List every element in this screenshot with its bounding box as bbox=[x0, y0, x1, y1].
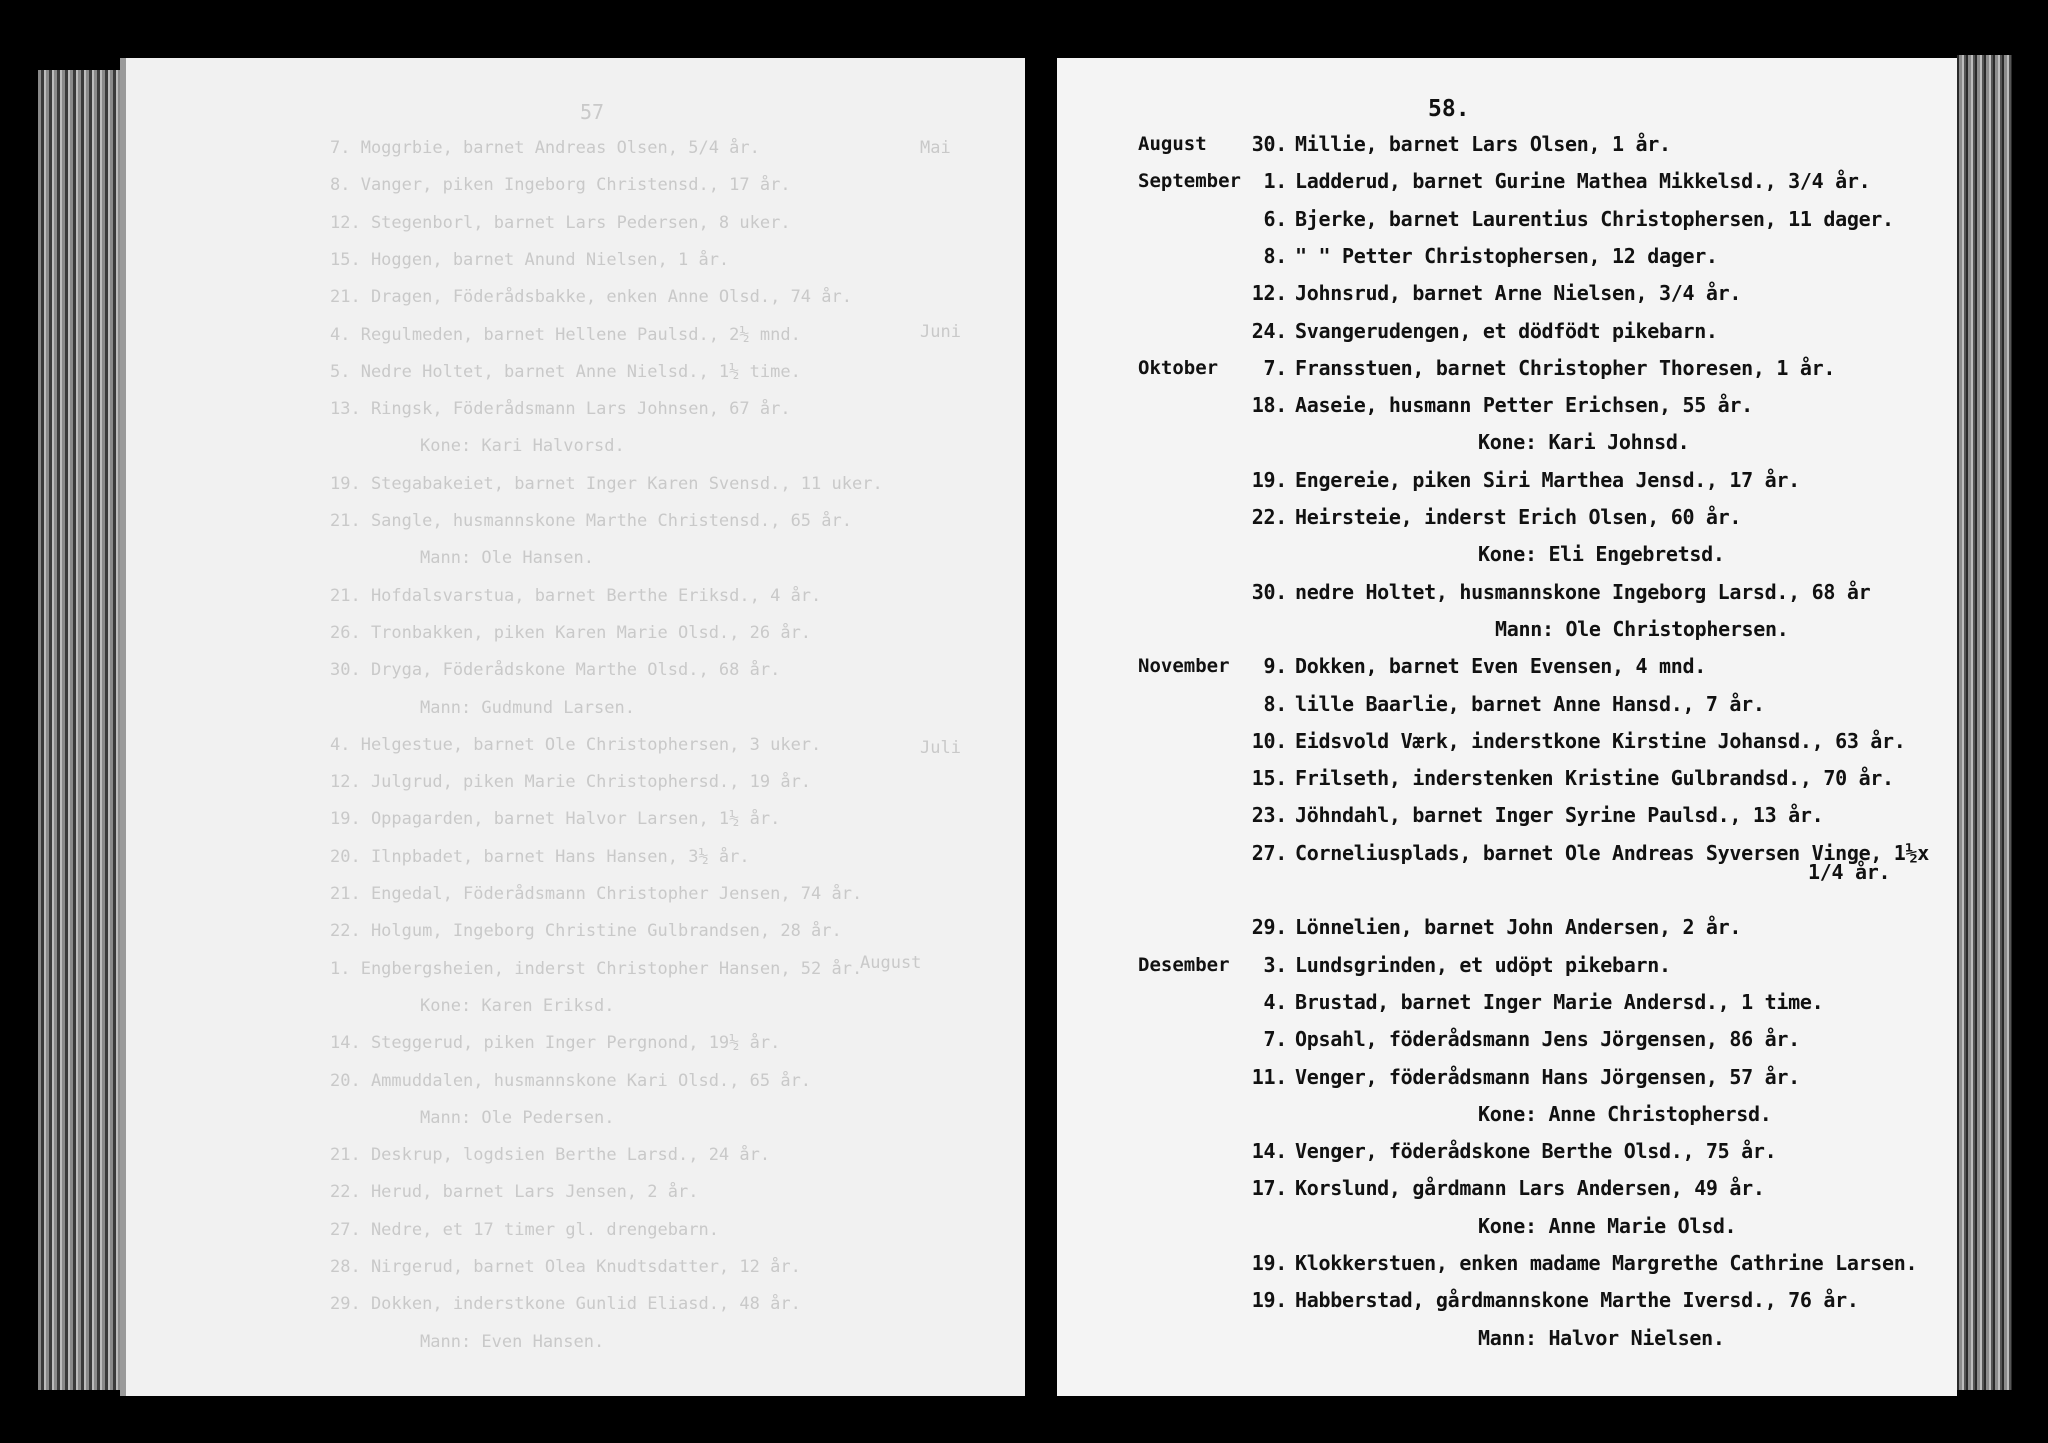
month-label: August bbox=[1138, 133, 1207, 155]
entry-day: 30. bbox=[1251, 579, 1287, 604]
register-entry bbox=[1243, 580, 1870, 604]
bleed-through-line: 28. Nirgerud, barnet Olea Knudtsdatter, 12 år. bbox=[330, 1257, 801, 1277]
entry-day: 29. bbox=[1251, 915, 1287, 940]
entry-day: 12. bbox=[1251, 281, 1287, 306]
entry-day: 3. bbox=[1263, 952, 1287, 977]
entry-day: 15. bbox=[1251, 766, 1287, 791]
entry-text: Mann: Halvor Nielsen. bbox=[1478, 1325, 1725, 1350]
entry-text: Brustad, barnet Inger Marie Andersd., 1 time. bbox=[1295, 989, 1824, 1014]
month-label: November bbox=[1138, 655, 1230, 678]
entry-day: 7. bbox=[1263, 355, 1287, 380]
entry-day: 18. bbox=[1251, 393, 1287, 418]
register-entry bbox=[1243, 1139, 1776, 1163]
register-entry bbox=[1243, 729, 1906, 753]
bleed-through-line: 27. Nedre, et 17 timer gl. drengebarn. bbox=[330, 1219, 719, 1240]
entry-day: 24. bbox=[1251, 318, 1287, 343]
register-entry bbox=[1243, 1288, 1859, 1312]
entry-text: Fransstuen, barnet Christopher Thoresen, 1 år. bbox=[1295, 355, 1836, 380]
entry-text: Johnsrud, barnet Arne Nielsen, 3/4 år. bbox=[1295, 281, 1742, 306]
bleed-through-line: Mann: Ole Hansen. bbox=[420, 548, 594, 569]
register-entry bbox=[1243, 654, 1706, 678]
entry-text: Klokkerstuen, enken madame Margrethe Cathrine Larsen. bbox=[1295, 1251, 1918, 1275]
bleed-through-line: 21. Hofdalsvarstua, barnet Berthe Eriksd., 4 år. bbox=[330, 585, 822, 606]
left-page-number: 57 bbox=[580, 100, 605, 124]
entry-text: Bjerke, barnet Laurentius Christophersen, 11 dager. bbox=[1295, 206, 1894, 231]
bleed-through-line: 22. Herud, barnet Lars Jensen, 2 år. bbox=[330, 1182, 699, 1203]
bleed-through-line: 14. Steggerud, piken Inger Pergnond, 19½ år. bbox=[330, 1033, 781, 1054]
bleed-through-line: 21. Engedal, Föderådsmann Christopher Jensen, 74 år. bbox=[330, 884, 863, 904]
register-entry bbox=[1243, 692, 1765, 716]
bleed-through-line: Mann: Gudmund Larsen. bbox=[420, 697, 635, 718]
register-entry bbox=[1243, 990, 1823, 1014]
left-month-label: Juni bbox=[920, 322, 961, 342]
entry-day: 1. bbox=[1263, 169, 1287, 194]
entry-text: Opsahl, föderådsmann Jens Jörgensen, 86 år. bbox=[1295, 1027, 1800, 1052]
entry-day: 11. bbox=[1251, 1064, 1287, 1089]
page-number: 58. bbox=[1428, 96, 1470, 122]
entry-day: 8. bbox=[1263, 243, 1287, 268]
register-entry bbox=[1243, 803, 1823, 827]
bleed-through-line: 21. Deskrup, logdsien Berthe Larsd., 24 år. bbox=[330, 1145, 771, 1166]
register-entry bbox=[1478, 430, 1689, 454]
entry-text: Venger, föderådsmann Hans Jörgensen, 57 år. bbox=[1295, 1064, 1800, 1089]
entry-day: 14. bbox=[1251, 1139, 1287, 1164]
entry-text: nedre Holtet, husmannskone Ingeborg Larsd., 68 år bbox=[1295, 579, 1871, 604]
register-entry bbox=[1478, 1214, 1736, 1238]
entry-day: 27. bbox=[1251, 840, 1287, 865]
month-label: September bbox=[1138, 170, 1241, 193]
entry-text: Kone: Anne Marie Olsd. bbox=[1478, 1213, 1737, 1238]
register-entry bbox=[1495, 617, 1789, 641]
bleed-through-line: Kone: Karen Eriksd. bbox=[420, 995, 615, 1016]
book-spine bbox=[1025, 40, 1057, 1410]
register-entry bbox=[1243, 1251, 1917, 1275]
entry-day: 10. bbox=[1251, 728, 1287, 753]
register-entry bbox=[1243, 393, 1753, 417]
entry-text: Kone: Kari Johnsd. bbox=[1478, 430, 1690, 455]
left-month-label: Juli bbox=[920, 738, 961, 758]
entry-text: Lundsgrinden, et udöpt pikebarn. bbox=[1295, 952, 1671, 977]
entry-day: 30. bbox=[1251, 132, 1287, 156]
month-label: Desember bbox=[1138, 953, 1230, 976]
entry-day: 9. bbox=[1263, 654, 1287, 679]
entry-text: Jöhndahl, barnet Inger Syrine Paulsd., 13 år. bbox=[1295, 803, 1824, 828]
bleed-through-line: 4. Helgestue, barnet Ole Christophersen, 3 uker. bbox=[330, 734, 822, 755]
entry-day: 17. bbox=[1251, 1176, 1287, 1201]
bleed-through-line: 5. Nedre Holtet, barnet Anne Nielsd., 1½ time. bbox=[330, 361, 801, 382]
register-entry bbox=[1243, 207, 1894, 231]
entry-text: Ladderud, barnet Gurine Mathea Mikkelsd., 3/4 år. bbox=[1295, 169, 1871, 194]
bleed-through-line: 12. Julgrud, piken Marie Christophersd., 19 år. bbox=[330, 772, 812, 793]
bleed-through-line: 19. Oppagarden, barnet Halvor Larsen, 1½ år. bbox=[330, 809, 781, 830]
month-label: Oktober bbox=[1138, 356, 1219, 379]
entry-day: 19. bbox=[1251, 1251, 1287, 1275]
bleed-through-line: 20. Ammuddalen, husmannskone Kari Olsd., 65 år. bbox=[330, 1070, 812, 1091]
register-entry bbox=[1243, 505, 1741, 529]
register-entry bbox=[1243, 915, 1741, 939]
bleed-through-line: Mann: Even Hansen. bbox=[420, 1331, 605, 1352]
bleed-through-line: Kone: Kari Halvorsd. bbox=[420, 436, 625, 457]
entry-text: Habberstad, gårdmannskone Marthe Iversd., 76 år. bbox=[1295, 1288, 1859, 1313]
entry-text: Aaseie, husmann Petter Erichsen, 55 år. bbox=[1295, 393, 1753, 418]
register-entry bbox=[1243, 953, 1671, 977]
entry-day: 6. bbox=[1263, 206, 1287, 231]
bleed-through-line: 13. Ringsk, Föderådsmann Lars Johnsen, 67 år. bbox=[330, 399, 791, 420]
entry-day: 7. bbox=[1263, 1027, 1287, 1052]
entry-day: 8. bbox=[1263, 691, 1287, 716]
bleed-through-line: 7. Moggrbie, barnet Andreas Olsen, 5/4 år. bbox=[330, 138, 760, 158]
entry-text: Kone: Anne Christophersd. bbox=[1478, 1101, 1772, 1126]
entry-text: Mann: Ole Christophersen. bbox=[1495, 616, 1789, 641]
entry-text: Frilseth, inderstenken Kristine Gulbrandsd., 70 år. bbox=[1295, 766, 1894, 791]
entry-day: 19. bbox=[1251, 1288, 1287, 1313]
entry-text: Korslund, gårdmann Lars Andersen, 49 år. bbox=[1295, 1176, 1765, 1201]
register-entry bbox=[1243, 169, 1870, 193]
register-entry bbox=[1808, 860, 1890, 884]
left-page-edges bbox=[38, 70, 120, 1390]
bleed-through-line: Mann: Ole Pedersen. bbox=[420, 1107, 615, 1128]
bleed-through-line: 26. Tronbakken, piken Karen Marie Olsd., 26 år. bbox=[330, 622, 812, 643]
entry-text: Svangerudengen, et dödfödt pikebarn. bbox=[1295, 318, 1718, 343]
bleed-through-line: 12. Stegenborl, barnet Lars Pedersen, 8 uker. bbox=[330, 212, 791, 233]
left-month-label: August bbox=[860, 953, 922, 973]
bleed-through-line: 4. Regulmeden, barnet Hellene Paulsd., 2½ mnd. bbox=[330, 324, 801, 345]
register-entry bbox=[1243, 766, 1894, 790]
bleed-through-line: 8. Vanger, piken Ingeborg Christensd., 17 år. bbox=[330, 175, 791, 196]
entry-text: " " Petter Christophersen, 12 dager. bbox=[1295, 243, 1718, 268]
entry-text: Dokken, barnet Even Evensen, 4 mnd. bbox=[1295, 654, 1706, 679]
bleed-through-line: 21. Dragen, Föderådsbakke, enken Anne Olsd., 74 år. bbox=[330, 287, 852, 308]
left-month-label: Mai bbox=[920, 138, 951, 158]
right-page-edges bbox=[1957, 55, 2012, 1390]
entry-text: Lönnelien, barnet John Andersen, 2 år. bbox=[1295, 915, 1742, 940]
entry-text: Heirsteie, inderst Erich Olsen, 60 år. bbox=[1295, 505, 1742, 529]
entry-day: 19. bbox=[1251, 467, 1287, 492]
bleed-through-line: 29. Dokken, inderstkone Gunlid Eliasd., 48 år. bbox=[330, 1294, 801, 1315]
register-entry bbox=[1243, 356, 1835, 380]
bleed-through-line: 15. Hoggen, barnet Anund Nielsen, 1 år. bbox=[330, 249, 730, 270]
register-entry bbox=[1243, 244, 1718, 268]
register-entry bbox=[1243, 319, 1718, 343]
entry-text: 1/4 år. bbox=[1808, 860, 1891, 884]
register-entry bbox=[1243, 1176, 1765, 1200]
bleed-through-line: 30. Dryga, Föderådskone Marthe Olsd., 68 år. bbox=[330, 660, 781, 681]
register-entry bbox=[1243, 281, 1741, 305]
register-entry bbox=[1478, 1102, 1772, 1126]
entry-text: Eidsvold Værk, inderstkone Kirstine Johansd., 63 år. bbox=[1295, 728, 1906, 753]
entry-day: 4. bbox=[1263, 989, 1287, 1014]
bleed-through-line: 22. Holgum, Ingeborg Christine Gulbrandsen, 28 år. bbox=[330, 921, 842, 942]
entry-text: Kone: Eli Engebretsd. bbox=[1478, 542, 1725, 567]
register-entry bbox=[1243, 1027, 1800, 1051]
register-entry bbox=[1243, 468, 1800, 492]
entry-day: 23. bbox=[1251, 803, 1287, 828]
entry-text: lille Baarlie, barnet Anne Hansd., 7 år. bbox=[1295, 691, 1765, 716]
register-entry bbox=[1243, 1065, 1800, 1089]
entry-day: 22. bbox=[1251, 505, 1287, 529]
entry-text: Venger, föderådskone Berthe Olsd., 75 år. bbox=[1295, 1139, 1777, 1164]
register-entry bbox=[1243, 132, 1671, 156]
entry-text: Corneliusplads, barnet Ole Andreas Syversen Vinge, 1½x bbox=[1295, 840, 1930, 865]
register-entry bbox=[1478, 1326, 1725, 1350]
entry-text: Engereie, piken Siri Marthea Jensd., 17 år. bbox=[1295, 467, 1800, 492]
entry-text: Millie, barnet Lars Olsen, 1 år. bbox=[1295, 132, 1671, 156]
register-entry bbox=[1478, 542, 1725, 566]
bleed-through-line: 1. Engbergsheien, inderst Christopher Hansen, 52 år. bbox=[330, 958, 863, 979]
bleed-through-line: 19. Stegabakeiet, barnet Inger Karen Svensd., 11 uker. bbox=[330, 473, 883, 494]
bleed-through-line: 21. Sangle, husmannskone Marthe Christensd., 65 år. bbox=[330, 511, 852, 531]
bleed-through-line: 20. Ilnpbadet, barnet Hans Hansen, 3½ år. bbox=[330, 846, 750, 867]
